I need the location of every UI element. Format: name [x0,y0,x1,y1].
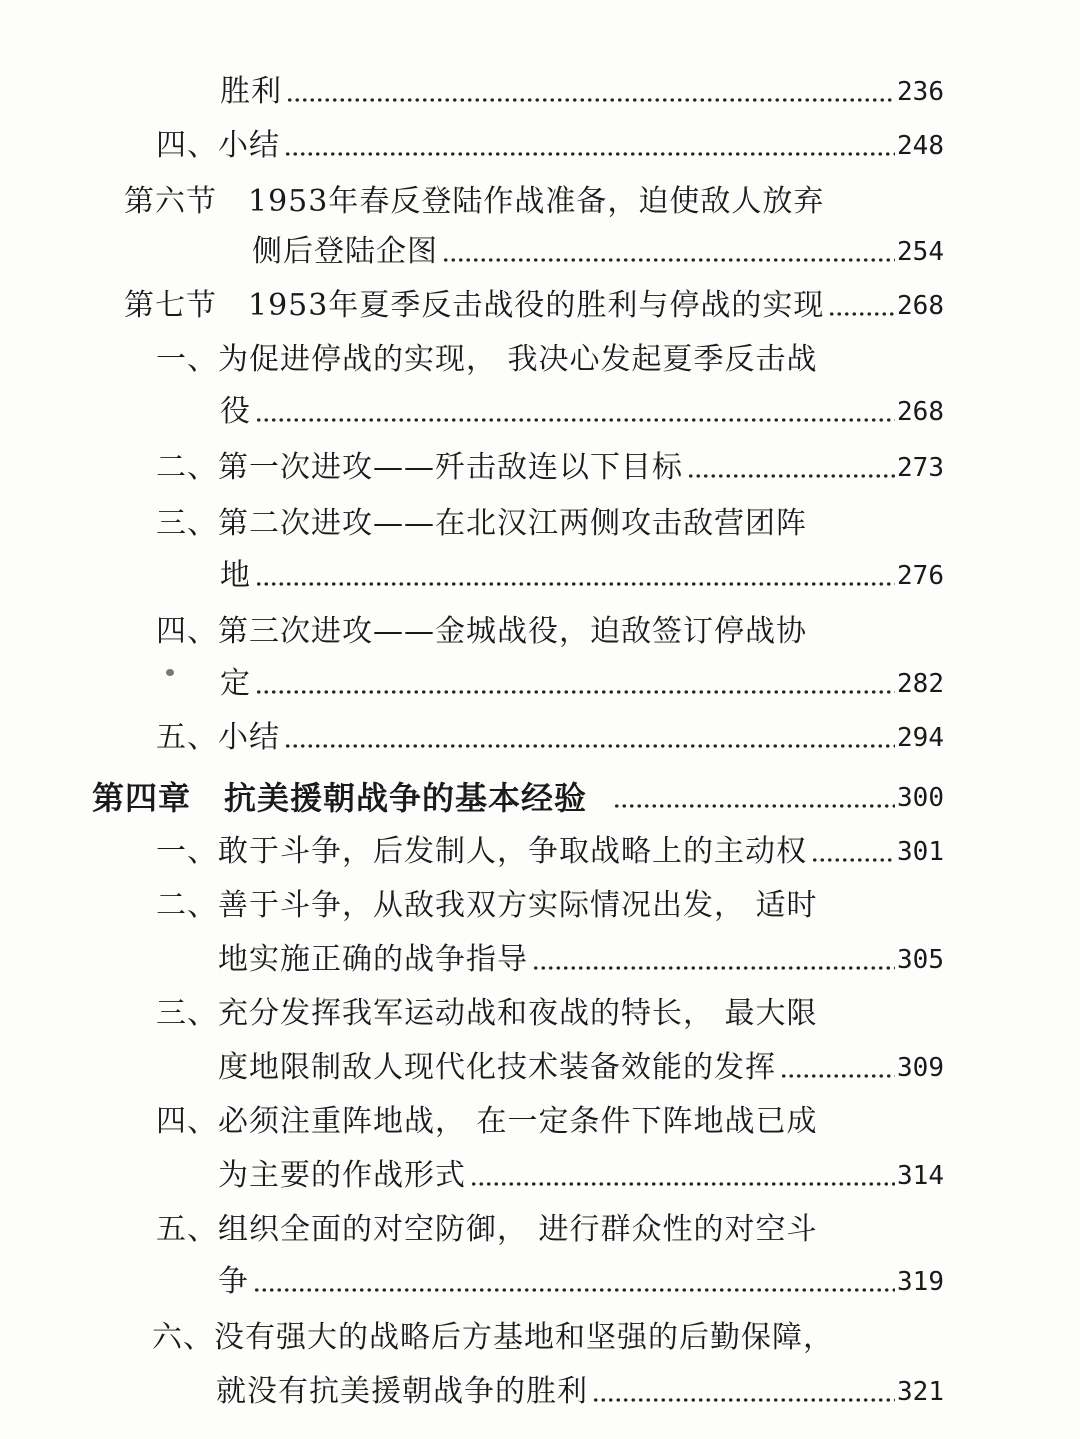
toc-entry-page: 268 [897,291,944,321]
toc-entry [252,230,944,274]
toc-entry-title: 二、善于斗争，从敌我双方实际情况出发， 适时 [156,888,818,923]
toc-entry [220,390,944,434]
toc-entry-page: 300 [897,783,944,813]
toc-entry [156,610,807,654]
toc-entry-title: 争 [218,1264,249,1299]
toc-entry-page: 268 [897,397,944,427]
print-speck [166,669,174,676]
toc-entry-page: 321 [897,1377,944,1407]
dot-leader [284,716,895,760]
toc-entry [156,446,944,490]
toc-entry-title: 地实施正确的战争指导 [218,942,528,977]
dot-leader [284,124,895,168]
toc-entry [156,124,944,168]
toc-section-heading [124,180,824,224]
toc-entry [156,338,818,382]
toc-entry [156,884,818,928]
toc-entry-title: 侧后登陆企图 [252,234,438,269]
dot-leader [286,70,895,114]
toc-entry-title: 四、第三次进攻——金城战役，迫敌签订停战协 [156,614,807,649]
toc-entry-title: 四、必须注重阵地战， 在一定条件下阵地战已成 [156,1104,818,1139]
dot-leader [255,554,895,598]
toc-chapter-heading [92,776,944,820]
toc-entry-page: 305 [897,945,944,975]
dot-leader [828,284,895,328]
toc-entry-title: 役 [220,394,251,429]
dot-leader [592,1370,895,1414]
toc-entry-title: 地 [220,558,251,593]
dot-leader [532,938,895,982]
toc-entry [218,938,944,982]
dot-leader [442,230,895,274]
toc-entry [218,1154,944,1198]
toc-entry-title: 五、组织全面的对空防御， 进行群众性的对空斗 [156,1212,818,1247]
toc-entry [156,992,818,1036]
toc-entry-title: 一、为促进停战的实现， 我决心发起夏季反击战 [156,342,818,377]
dot-leader [255,390,895,434]
toc-entry-title: 一、敢于斗争，后发制人，争取战略上的主动权 [156,834,807,869]
toc-entry-page: 309 [897,1053,944,1083]
toc-entry-title: 胜利 [220,74,282,109]
dot-leader [255,662,895,706]
toc-entry [152,1316,834,1360]
toc-entry-title: 六、没有强大的战略后方基地和坚强的后勤保障， [152,1320,834,1355]
toc-entry-page: 314 [897,1161,944,1191]
toc-entry [220,662,944,706]
toc-entry-title: 第四章 抗美援朝战争的基本经验 [92,779,588,817]
dot-leader [253,1260,895,1304]
toc-entry [156,1208,818,1252]
toc-entry-title: 定 [220,666,251,701]
toc-entry-title: 五、小结 [156,720,280,755]
toc-entry-title: 三、充分发挥我军运动战和夜战的特长， 最大限 [156,996,818,1031]
toc-entry [156,716,944,760]
toc-entry-title: 第六节 1953年春反登陆作战准备，迫使敌人放弃 [124,184,825,219]
toc-entry [156,1100,818,1144]
toc-entry [156,830,944,874]
toc-section-heading [124,284,944,328]
toc-entry [216,1370,944,1414]
toc-entry-title: 三、第二次进攻——在北汉江两侧攻击敌营团阵 [156,506,807,541]
toc-entry-title: 度地限制敌人现代化技术装备效能的发挥 [218,1050,776,1085]
toc-entry-page: 319 [897,1267,944,1297]
dot-leader [470,1154,895,1198]
toc-entry-title: 四、小结 [156,128,280,163]
toc-entry-page: 301 [897,837,944,867]
dot-leader [687,446,895,490]
toc-entry [156,502,807,546]
toc-entry [220,70,944,114]
toc-entry-page: 282 [897,669,944,699]
dot-leader [811,830,895,874]
toc-entry-page: 254 [897,237,944,267]
toc-entry-page: 248 [897,131,944,161]
toc-entry [218,1260,944,1304]
toc-entry-page: 294 [897,723,944,753]
toc-entry [220,554,944,598]
toc-entry-title: 第七节 1953年夏季反击战役的胜利与停战的实现 [124,288,825,323]
toc-entry [218,1046,944,1090]
dot-leader [613,776,895,820]
dot-leader [780,1046,895,1090]
toc-entry-page: 236 [897,77,944,107]
toc-entry-title: 为主要的作战形式 [218,1158,466,1193]
toc-entry-title: 就没有抗美援朝战争的胜利 [216,1374,588,1409]
toc-entry-page: 276 [897,561,944,591]
toc-entry-page: 273 [897,453,944,483]
toc-entry-title: 二、第一次进攻——歼击敌连以下目标 [156,450,683,485]
